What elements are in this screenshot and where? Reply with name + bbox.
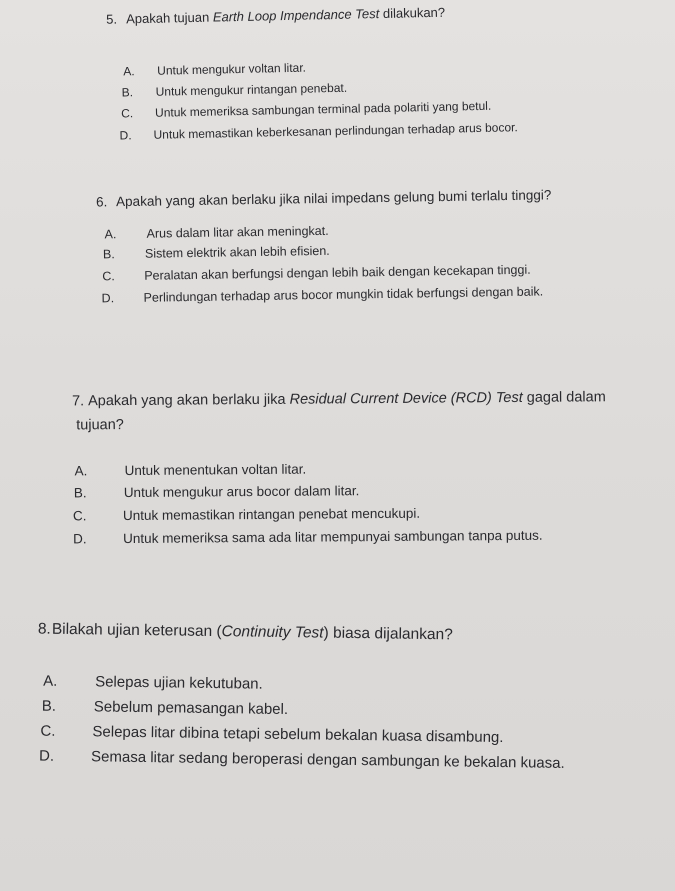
option-letter: A.: [104, 227, 117, 242]
option-d: [102, 281, 675, 306]
stem-italic-term: Earth Loop Impendance Test: [212, 6, 380, 25]
option-text: Untuk menentukan voltan litar.: [124, 461, 307, 479]
option-letter: D.: [119, 128, 132, 143]
option-a: [75, 458, 675, 478]
stem-italic-term: Residual Current Device (RCD) Test: [289, 389, 523, 408]
question-number: 6.: [95, 194, 108, 210]
option-letter: C.: [102, 269, 115, 284]
option-letter: A.: [74, 463, 88, 479]
option-text: Perlindungan terhadap arus bocor mungkin tidak berfungsi dengan baik.: [143, 284, 544, 305]
option-text: Sistem elektrik akan lebih efisien.: [144, 243, 330, 261]
question-text-line2: tujuan?: [76, 417, 124, 434]
question-number: 5.: [105, 11, 118, 27]
question-text: [126, 5, 445, 27]
option-letter: A.: [43, 672, 58, 690]
question-number: 7.: [71, 393, 85, 410]
question-stem: [96, 184, 675, 210]
option-letter: C.: [40, 722, 56, 740]
option-letter: A.: [123, 64, 135, 79]
question-5: [0, 0, 675, 143]
option-text: Arus dalam litar akan meningkat.: [146, 223, 329, 241]
option-text: Peralatan akan berfungsi dengan lebih baik dengan kecekapan tinggi.: [144, 262, 531, 283]
question-text: [88, 389, 606, 409]
question-stem: [106, 0, 675, 27]
option-b: [42, 698, 675, 724]
option-a: [123, 50, 675, 78]
option-text: Selepas ujian kekutuban.: [95, 673, 263, 693]
option-text: Sebelum pemasangan kabel.: [93, 698, 289, 719]
option-c: [73, 503, 675, 523]
option-letter: C.: [120, 106, 134, 121]
option-text: Selepas litar dibina tetapi sebelum bekalan kuasa disambung.: [92, 723, 504, 747]
question-number: 8.: [37, 620, 51, 638]
question-stem: [72, 388, 675, 433]
question-7: [0, 389, 675, 547]
option-letter: D.: [73, 531, 87, 547]
stem-prefix: Bilakah ujian keterusan (: [51, 620, 222, 641]
option-letter: B.: [121, 85, 134, 100]
option-letter: D.: [38, 747, 55, 765]
stem-prefix: Apakah tujuan: [125, 9, 214, 27]
question-8: [0, 620, 675, 772]
option-a: [43, 673, 675, 699]
option-text: Untuk memeriksa sambungan terminal pada polariti yang betul.: [154, 98, 492, 120]
option-letter: B.: [73, 485, 87, 501]
option-text: Untuk memeriksa sama ada litar mempunyai sambungan tanpa putus.: [123, 527, 543, 547]
option-text: Semasa litar sedang beroperasi dengan sambungan ke bekalan kuasa.: [90, 748, 565, 772]
stem-suffix: ) biasa dijalankan?: [323, 624, 453, 644]
stem-prefix: Apakah yang akan berlaku jika: [87, 391, 290, 410]
question-stem: [38, 621, 675, 648]
question-text: [52, 621, 453, 644]
stem-suffix: gagal dalam: [522, 389, 606, 406]
option-text: Untuk memastikan keberkesanan perlindungan terhadap arus bocor.: [153, 120, 518, 142]
option-c: [102, 259, 675, 284]
option-b: [74, 480, 675, 500]
option-b: [103, 237, 675, 262]
option-c: [40, 723, 675, 749]
option-text: Untuk memastikan rintangan penebat mencukupi.: [122, 505, 421, 524]
option-text: Untuk mengukur arus bocor dalam litar.: [123, 483, 360, 501]
option-letter: D.: [101, 291, 115, 306]
stem-suffix: dilakukan?: [379, 4, 446, 22]
option-letter: B.: [41, 697, 57, 715]
option-letter: C.: [72, 508, 87, 524]
option-letter: B.: [102, 247, 115, 262]
option-d: [39, 748, 675, 774]
stem-italic-term: Continuity Test: [221, 623, 324, 642]
question-text: Apakah yang akan berlaku jika nilai impedans gelung bumi terlalu tinggi?: [115, 187, 552, 210]
question-6: [0, 185, 675, 306]
option-d: [73, 526, 675, 546]
option-a: [105, 217, 675, 242]
option-text: Untuk mengukur voltan litar.: [157, 60, 307, 78]
option-text: Untuk mengukur rintangan penebat.: [155, 80, 348, 99]
